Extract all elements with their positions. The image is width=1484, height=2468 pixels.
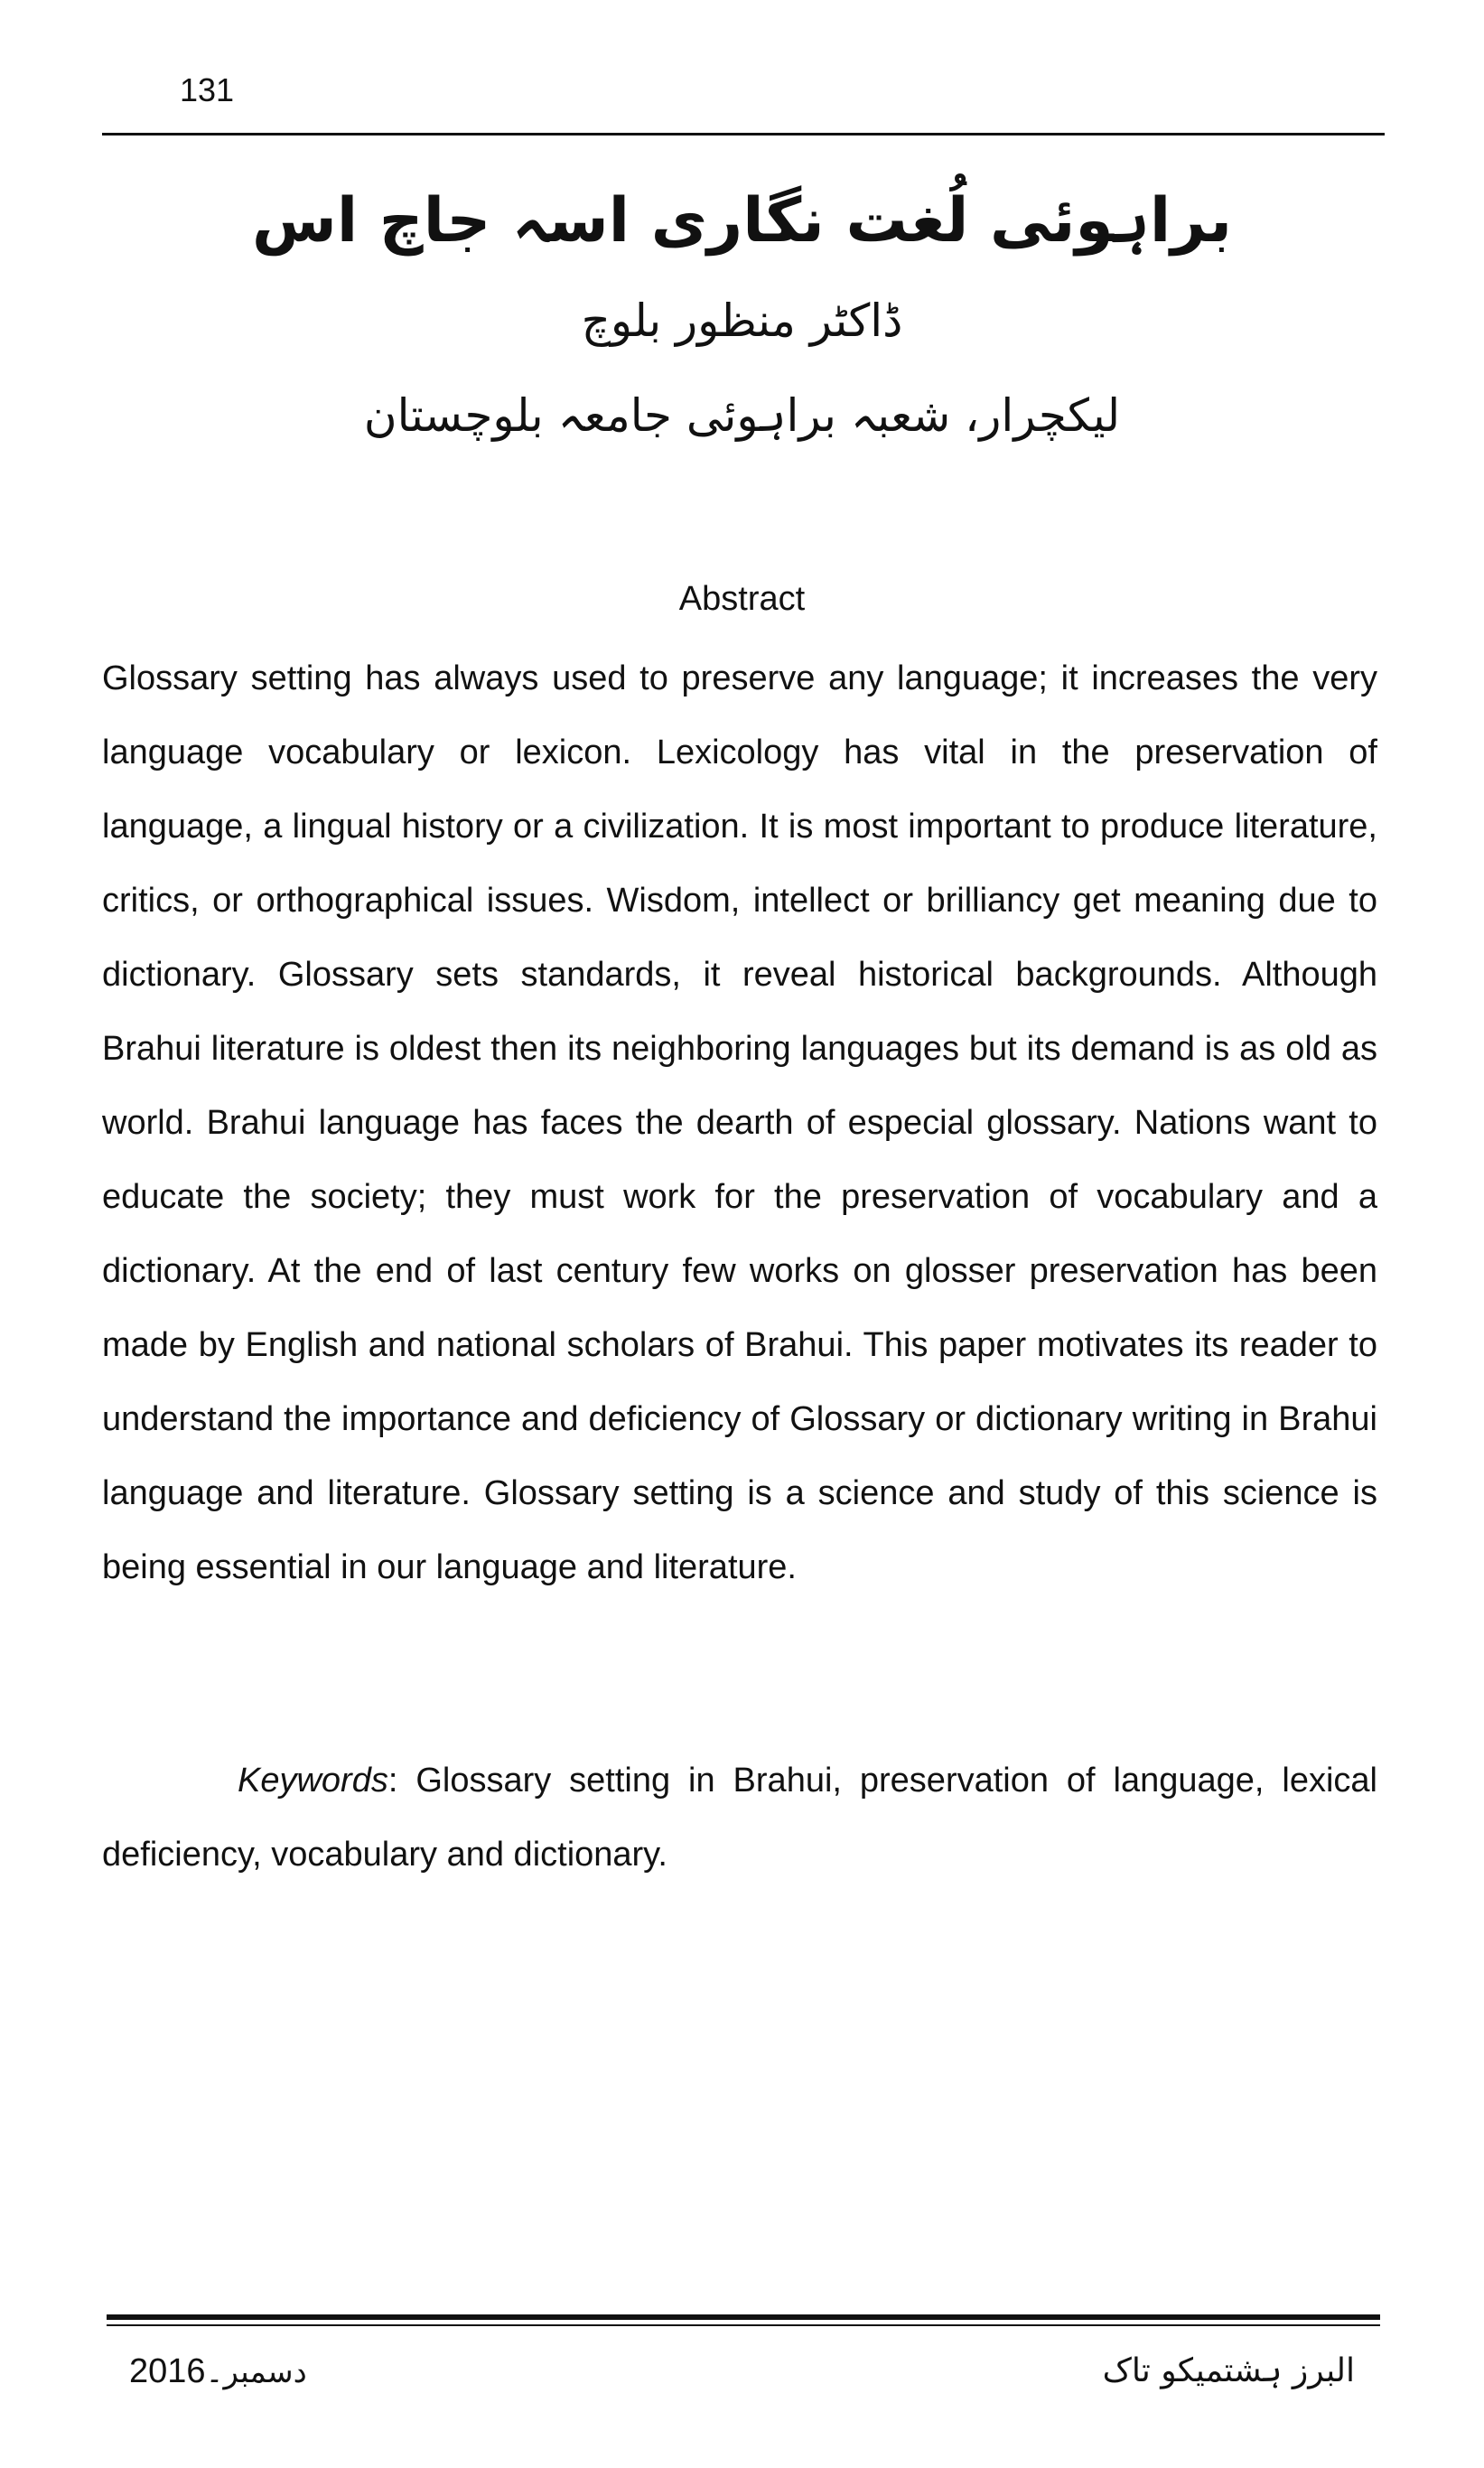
footer-divider-thick	[107, 2314, 1380, 2320]
footer-date	[129, 2349, 307, 2395]
page-number: 131	[180, 71, 235, 108]
footer-journal-name: البرز ہشتمیکو تاک	[1102, 2352, 1355, 2389]
author-affiliation: لیکچرار، شعبہ براہوئی جامعہ بلوچستان	[363, 389, 1121, 442]
keywords-paragraph	[102, 1743, 1377, 1892]
keywords-label: Keywords	[238, 1762, 388, 1800]
header-divider	[102, 133, 1385, 136]
author-name: ڈاکٹر منظور بلوچ	[581, 294, 903, 347]
footer-divider-thin	[107, 2324, 1380, 2326]
abstract-heading: Abstract	[678, 580, 806, 618]
article-title: براہوئی لُغت نگاری اسہ جاچ اس	[251, 185, 1232, 257]
keywords-text: : Glossary setting in Brahui, preservation of language, lexical deficiency, vocabulary and dictionary.	[102, 1762, 1377, 1874]
footer-month: دسمبر۔	[205, 2354, 307, 2390]
abstract-body: Glossary setting has always used to preserve any language; it increases the very language vocabulary or lexicon. Lexicology has vital in the preservation of language, a lingual history or a civilization. It is most important to produce literature, critics, or orthographical issues. Wisdom, intellect or brilliancy get meaning due to dictionary. Glossary sets standards, it reveal historical backgrounds. Although Brahui literature is oldest then its neighboring languages but its demand is as old as world. Brahui language has faces the dearth of especial glossary. Nations want to educate the society; they must work for the preservation of vocabulary and a dictionary. At the end of last century few works on glosser preservation has been made by English and national scholars of Brahui. This paper motivates its reader to understand the importance and deficiency of Glossary or dictionary writing in Brahui language and literature. Glossary setting is a science and study of this science is being essential in our language and literature.	[102, 659, 1377, 1586]
footer-year: 2016	[129, 2352, 206, 2390]
